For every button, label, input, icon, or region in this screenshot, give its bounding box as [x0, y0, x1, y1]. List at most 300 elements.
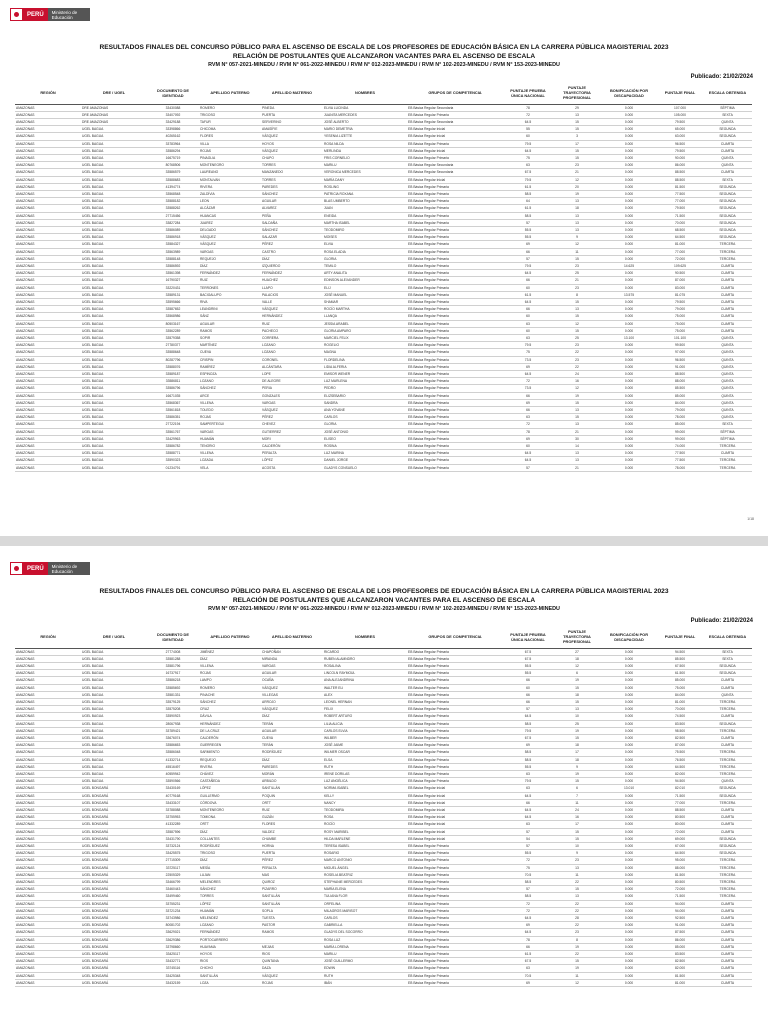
table-row: [15, 677, 752, 684]
table-cell: AMAZONAS: [15, 821, 81, 828]
table-row: [15, 335, 752, 342]
table-cell: EB Básica Regular Secundaria: [407, 104, 503, 111]
table-cell: 64.5: [503, 814, 553, 821]
table-cell: 23: [553, 929, 601, 936]
table-cell: 33725117: [147, 864, 199, 871]
table-cell: 75: [503, 154, 553, 161]
table-cell: JUAN: [323, 205, 407, 212]
table-cell: SHAMAR: [323, 298, 407, 305]
table-cell: ROCÍO: [323, 821, 407, 828]
table-cell: DÍAZ: [199, 828, 261, 835]
table-cell: 55.5: [503, 763, 553, 770]
table-cell: TERCERA: [703, 799, 752, 806]
table-row: [15, 871, 752, 878]
table-cell: 0.000: [601, 684, 657, 691]
table-cell: UGEL BAGUA: [81, 421, 147, 428]
table-cell: 33581796: [147, 662, 199, 669]
table-cell: 85.000: [657, 943, 703, 950]
table-cell: LOZANO: [199, 378, 261, 385]
table-cell: JUANITA MERCEDES: [323, 111, 407, 118]
table-cell: 15: [553, 734, 601, 741]
table-cell: TRIGOSO: [199, 111, 261, 118]
table-row: [15, 842, 752, 849]
table-cell: 22: [553, 900, 601, 907]
table-cell: 85.500: [657, 655, 703, 662]
table-cell: PAREDES: [261, 183, 323, 190]
table-cell: 0.000: [601, 958, 657, 965]
table-cell: PINAGLIA: [199, 154, 261, 161]
table-cell: 68.500: [657, 226, 703, 233]
table-cell: 64.5: [503, 792, 553, 799]
table-cell: 69: [503, 742, 553, 749]
table-cell: 87.000: [657, 742, 703, 749]
table-cell: EB Básica Regular Primaria: [407, 943, 503, 950]
table-cell: 45516497: [147, 763, 199, 770]
table-cell: 81.075: [657, 291, 703, 298]
table-cell: HILDA MARLENE: [323, 835, 407, 842]
table-cell: TOLEDO: [199, 407, 261, 414]
table-cell: 72: [503, 378, 553, 385]
table-cell: 0.000: [601, 907, 657, 914]
table-row: [15, 126, 752, 133]
peru-emblem-icon: [10, 562, 23, 575]
table-cell: HUACHEZ: [261, 277, 323, 284]
table-cell: TERCERA: [703, 749, 752, 756]
table-cell: 0.000: [601, 435, 657, 442]
table-row: [15, 407, 752, 414]
table-cell: QUINTA: [703, 335, 752, 342]
table-cell: 33563989: [147, 248, 199, 255]
table-cell: EB Básica Regular Primaria: [407, 313, 503, 320]
table-cell: 40779168: [147, 792, 199, 799]
table-cell: 88.500: [657, 169, 703, 176]
table-cell: 15: [553, 126, 601, 133]
table-cell: UGEL BONGARÁ: [81, 792, 147, 799]
table-cell: EB Básica Regular Primaria: [407, 435, 503, 442]
table-cell: TERCERA: [703, 857, 752, 864]
table-cell: 33432771: [147, 958, 199, 965]
table-cell: 0.000: [601, 126, 657, 133]
table-cell: CARLOS: [323, 915, 407, 922]
table-cell: FERNÁNDEZ: [261, 270, 323, 277]
table-cell: TERCERA: [703, 763, 752, 770]
table-cell: 33568548: [147, 190, 199, 197]
table-cell: EB Básica Regular Primaria: [407, 871, 503, 878]
table-cell: 80.500: [657, 879, 703, 886]
table-cell: AGUILAR: [261, 670, 323, 677]
table-cell: VÁSQUEZ: [261, 706, 323, 713]
table-cell: 0.000: [601, 414, 657, 421]
table-row: [15, 306, 752, 313]
table-cell: 64.5: [503, 147, 553, 154]
table-cell: QUINTA: [703, 356, 752, 363]
table-cell: PAREDES: [261, 763, 323, 770]
table-cell: 66: [503, 691, 553, 698]
table-cell: AMAZONAS: [15, 363, 81, 370]
table-cell: 11: [553, 248, 601, 255]
table-cell: AMASÍFIE: [261, 126, 323, 133]
table-row: [15, 457, 752, 464]
table-cell: 13: [553, 306, 601, 313]
table-cell: 13: [553, 198, 601, 205]
table-cell: EB Básica Regular Primaria: [407, 770, 503, 777]
table-cell: SALDAÑA: [261, 219, 323, 226]
table-cell: AMAZONAS: [15, 371, 81, 378]
table-cell: EB Básica Regular Primaria: [407, 428, 503, 435]
table-cell: 97.000: [657, 349, 703, 356]
table-cell: 15: [553, 778, 601, 785]
table-cell: CHAPOÑAN: [261, 648, 323, 655]
table-cell: 66: [503, 306, 553, 313]
table-cell: EB Básica Regular Primaria: [407, 972, 503, 979]
table-cell: TERCERA: [703, 706, 752, 713]
table-cell: AMAZONAS: [15, 327, 81, 334]
table-cell: EB Básica Regular Inicial: [407, 828, 503, 835]
table-cell: 33745116: [147, 965, 199, 972]
table-cell: 54: [503, 835, 553, 842]
table-cell: RUTH: [323, 972, 407, 979]
table-cell: UGEL BONGARÁ: [81, 785, 147, 792]
table-cell: CUARTA: [703, 734, 752, 741]
table-cell: MONTALVAN: [199, 176, 261, 183]
table-cell: 33575208: [147, 706, 199, 713]
table-cell: UGEL BAGUA: [81, 198, 147, 205]
table-cell: EB Básica Regular Primaria: [407, 226, 503, 233]
table-cell: ALCÁNTARA: [261, 363, 323, 370]
table-cell: 0.000: [601, 450, 657, 457]
table-cell: ELVIA: [323, 241, 407, 248]
table-cell: RIVA: [199, 298, 261, 305]
table-cell: 88.500: [657, 176, 703, 183]
table-cell: 63: [503, 965, 553, 972]
table-cell: ACOSTA: [261, 464, 323, 471]
table-cell: 33579358: [147, 335, 199, 342]
table-cell: 15: [553, 958, 601, 965]
table-cell: SÁNZ: [199, 313, 261, 320]
table-cell: CUARTA: [703, 147, 752, 154]
table-cell: CUARTA: [703, 814, 752, 821]
table-cell: EB Básica Regular Primaria: [407, 857, 503, 864]
table-cell: CUARTA: [703, 713, 752, 720]
table-cell: ROCÍO MARTHA: [323, 306, 407, 313]
table-cell: VILLA: [199, 140, 261, 147]
table-row: [15, 421, 752, 428]
table-cell: 0.000: [601, 226, 657, 233]
table-cell: SEGUNDA: [703, 198, 752, 205]
table-cell: IZQUIERDO: [261, 262, 323, 269]
table-cell: EB Básica Regular Primaria: [407, 677, 503, 684]
table-cell: SEGUNDA: [703, 842, 752, 849]
table-cell: EB Básica Regular Primaria: [407, 720, 503, 727]
table-cell: 76.500: [657, 756, 703, 763]
table-cell: EB Básica Regular Inicial: [407, 176, 503, 183]
table-cell: 64.5: [503, 929, 553, 936]
table-row: [15, 371, 752, 378]
table-cell: 15: [553, 255, 601, 262]
table-cell: SÉPTIMA: [703, 435, 752, 442]
table-cell: 72: [503, 857, 553, 864]
table-cell: 72.000: [657, 255, 703, 262]
table-cell: 30: [553, 435, 601, 442]
table-cell: EB Básica Regular Primaria: [407, 886, 503, 893]
table-cell: EB Básica Regular Primaria: [407, 111, 503, 118]
table-cell: SOPLA: [261, 907, 323, 914]
table-cell: 33721234: [147, 907, 199, 914]
table-cell: 88.500: [657, 806, 703, 813]
table-row: [15, 857, 752, 864]
table-cell: QUINTA: [703, 385, 752, 392]
table-cell: LINCOLN RAYMOUL: [323, 670, 407, 677]
table-row: [15, 720, 752, 727]
table-cell: 94.500: [657, 648, 703, 655]
table-cell: CUARTA: [703, 972, 752, 979]
table-cell: 77.000: [657, 248, 703, 255]
table-cell: TEODOMIRA: [323, 806, 407, 813]
table-cell: JOSÉ MANUEL: [323, 291, 407, 298]
table-cell: UGEL BONGARÁ: [81, 979, 147, 986]
table-cell: ELSA: [323, 756, 407, 763]
table-cell: QUINTA: [703, 392, 752, 399]
table-cell: UGEL BAGUA: [81, 414, 147, 421]
table-cell: 33732124: [147, 842, 199, 849]
table-cell: 78.000: [657, 464, 703, 471]
table-cell: AMAZONAS: [15, 126, 81, 133]
table-cell: DANIEL JORGE: [323, 457, 407, 464]
table-cell: EB Básica Regular Primaria: [407, 706, 503, 713]
table-cell: AMAZONAS: [15, 385, 81, 392]
table-cell: EB Básica Regular Primaria: [407, 291, 503, 298]
table-cell: REQUEJO: [199, 255, 261, 262]
table-cell: 33588771: [147, 450, 199, 457]
table-cell: SAMPERTEGUI: [199, 421, 261, 428]
table-row: [15, 219, 752, 226]
table-cell: FELIX: [323, 706, 407, 713]
table-cell: SÁNCHEZ: [199, 698, 261, 705]
table-cell: 12: [553, 320, 601, 327]
table-cell: CUARTA: [703, 929, 752, 936]
table-cell: AMAZONAS: [15, 900, 81, 907]
table-cell: 72: [503, 111, 553, 118]
table-cell: 15: [553, 154, 601, 161]
table-cell: UGEL BONGARÁ: [81, 806, 147, 813]
table-row: [15, 169, 752, 176]
table-cell: 98.500: [657, 727, 703, 734]
table-row: [15, 785, 752, 792]
table-cell: UGEL BAGUA: [81, 313, 147, 320]
table-cell: AMAZONAS: [15, 183, 81, 190]
table-row: [15, 886, 752, 893]
table-cell: LOZANO: [261, 349, 323, 356]
table-row: [15, 951, 752, 958]
table-cell: ROSLING: [323, 183, 407, 190]
table-cell: EB Básica Regular Primaria: [407, 356, 503, 363]
table-cell: 80.000: [657, 821, 703, 828]
table-cell: ORFELINA: [323, 900, 407, 907]
table-cell: 15: [553, 399, 601, 406]
table-cell: MONTENEGRO: [199, 162, 261, 169]
table-cell: CHICOMA: [199, 126, 261, 133]
table-cell: AMAZONAS: [15, 922, 81, 929]
table-cell: 58.5: [503, 212, 553, 219]
table-cell: 63: [503, 335, 553, 342]
table-cell: ARROJO: [261, 698, 323, 705]
table-cell: GABRIELLA: [323, 922, 407, 929]
col-national-test-score: PUNTAJE PRUEBA ÚNICA NACIONAL: [503, 626, 553, 648]
table-cell: 12: [553, 385, 601, 392]
table-cell: RAMOS: [261, 929, 323, 936]
table-cell: EB Básica Regular Primaria: [407, 371, 503, 378]
table-cell: 67.5: [503, 648, 553, 655]
table-cell: UGEL BONGARÁ: [81, 893, 147, 900]
table-cell: VALLE: [261, 298, 323, 305]
page-gap: [0, 536, 768, 546]
table-cell: UGEL BONGARÁ: [81, 857, 147, 864]
table-cell: CASTAÑEDA: [199, 778, 261, 785]
table-cell: 16675719: [147, 154, 199, 161]
table-cell: HERNÁNDEZ: [199, 720, 261, 727]
table-cell: FLORES: [261, 821, 323, 828]
table-cell: 0.000: [601, 371, 657, 378]
table-cell: UGEL BAGUA: [81, 399, 147, 406]
table-cell: AMAZONAS: [15, 320, 81, 327]
table-cell: 58.5: [503, 879, 553, 886]
col-region: REGIÓN: [15, 626, 81, 648]
table-cell: 19: [553, 392, 601, 399]
table-cell: AMAZONAS: [15, 828, 81, 835]
table-cell: 0.000: [601, 219, 657, 226]
table-cell: 13: [553, 457, 601, 464]
table-cell: 64.5: [503, 457, 553, 464]
table-cell: 81.000: [657, 698, 703, 705]
table-cell: GLORIA AMPARO: [323, 327, 407, 334]
table-cell: UGEL BONGARÁ: [81, 907, 147, 914]
table-cell: CUARTA: [703, 277, 752, 284]
table-row: [15, 154, 752, 161]
table-row: [15, 342, 752, 349]
table-row: [15, 363, 752, 370]
table-cell: 22: [553, 907, 601, 914]
table-cell: 75.000: [657, 684, 703, 691]
table-cell: 0.000: [601, 799, 657, 806]
table-cell: RODRÍGUEZ: [261, 749, 323, 756]
table-cell: 0.000: [601, 241, 657, 248]
table-cell: 0.000: [601, 234, 657, 241]
table-cell: UGEL BAGUA: [81, 763, 147, 770]
table-cell: 6: [553, 670, 601, 677]
table-cell: 0.000: [601, 929, 657, 936]
table-cell: VILLENA: [199, 450, 261, 457]
table-cell: CHÁVEZ: [199, 770, 261, 777]
table-cell: 0.000: [601, 169, 657, 176]
table-cell: 64.500: [657, 763, 703, 770]
table-cell: EB Básica Regular Primaria: [407, 842, 503, 849]
table-cell: 60: [503, 313, 553, 320]
table-cell: 33425575: [147, 850, 199, 857]
table-cell: GLADYS DEL SOCORRO: [323, 929, 407, 936]
col-competency-group: GRUPOS DE COMPETENCIA: [407, 626, 503, 648]
table-cell: CUARTA: [703, 298, 752, 305]
table-cell: QUINTA: [703, 378, 752, 385]
table-cell: UGEL BAGUA: [81, 698, 147, 705]
resolution-list: RVM N° 057-2021-MINEDU / RVM N° 061-2022-MINEDU / RVM N° 012-2023-MINEDU / RVM N° 102-2023-MINEDU / RVM N° 153-2023-MINEDU: [208, 606, 560, 612]
table-cell: AMAZONAS: [15, 313, 81, 320]
table-row: [15, 118, 752, 125]
table-cell: CUARTA: [703, 140, 752, 147]
table-row: [15, 262, 752, 269]
table-cell: AMAZONAS: [15, 965, 81, 972]
table-row: [15, 320, 752, 327]
table-cell: EB Básica Regular Primaria: [407, 850, 503, 857]
table-cell: MAS: [261, 871, 323, 878]
table-cell: 33755231: [147, 900, 199, 907]
table-cell: HUANCAS: [199, 212, 261, 219]
table-cell: 10: [553, 842, 601, 849]
table-cell: EB Básica Regular Primaria: [407, 691, 503, 698]
table-cell: CUARTA: [703, 922, 752, 929]
table-cell: 107.000: [657, 104, 703, 111]
col-scale: ESCALA OBTENIDA: [703, 626, 752, 648]
table-cell: 64.5: [503, 713, 553, 720]
table-cell: SÉPTIMA: [703, 104, 752, 111]
table-cell: UGEL BAGUA: [81, 749, 147, 756]
table-cell: MARÍA ELENA: [323, 886, 407, 893]
table-cell: AGUILAR: [199, 320, 261, 327]
table-cell: AMAZONAS: [15, 850, 81, 857]
results-table: [15, 626, 752, 987]
table-cell: 87.000: [657, 277, 703, 284]
table-cell: VILLENA: [199, 662, 261, 669]
table-cell: AMAZONAS: [15, 241, 81, 248]
table-cell: 75.500: [657, 749, 703, 756]
table-cell: ORTT: [261, 799, 323, 806]
table-row: [15, 392, 752, 399]
table-cell: 70.000: [657, 219, 703, 226]
table-cell: 17: [553, 821, 601, 828]
table-row: [15, 835, 752, 842]
table-row: [15, 979, 752, 986]
table-cell: 0.000: [601, 742, 657, 749]
table-cell: 66: [503, 277, 553, 284]
table-cell: QUINTA: [703, 371, 752, 378]
table-cell: UGEL BAGUA: [81, 457, 147, 464]
table-cell: RIOS: [261, 951, 323, 958]
table-cell: AMAZONAS: [15, 407, 81, 414]
table-cell: LOZA: [199, 979, 261, 986]
table-cell: TORRES: [199, 893, 261, 900]
table-cell: 0.000: [601, 428, 657, 435]
table-cell: AMAZONAS: [15, 234, 81, 241]
table-cell: TENORIO: [199, 443, 261, 450]
table-cell: AMAZONAS: [15, 792, 81, 799]
table-cell: 75: [503, 349, 553, 356]
table-cell: 0.000: [601, 277, 657, 284]
table-cell: 63: [503, 162, 553, 169]
table-cell: 57: [503, 842, 553, 849]
table-cell: UGEL BONGARÁ: [81, 965, 147, 972]
table-cell: TULIANA FLOR: [323, 893, 407, 900]
table-cell: 99.500: [657, 342, 703, 349]
table-cell: UGEL BAGUA: [81, 298, 147, 305]
table-cell: CUARTA: [703, 677, 752, 684]
table-cell: EB Básica Regular Primaria: [407, 450, 503, 457]
table-cell: 79.500: [657, 118, 703, 125]
table-cell: 27: [553, 648, 601, 655]
table-cell: 0.000: [601, 835, 657, 842]
table-cell: MELENDRES: [199, 879, 261, 886]
table-cell: EB Básica Regular Primaria: [407, 763, 503, 770]
table-cell: AMAZONAS: [15, 727, 81, 734]
table-cell: 63: [503, 414, 553, 421]
